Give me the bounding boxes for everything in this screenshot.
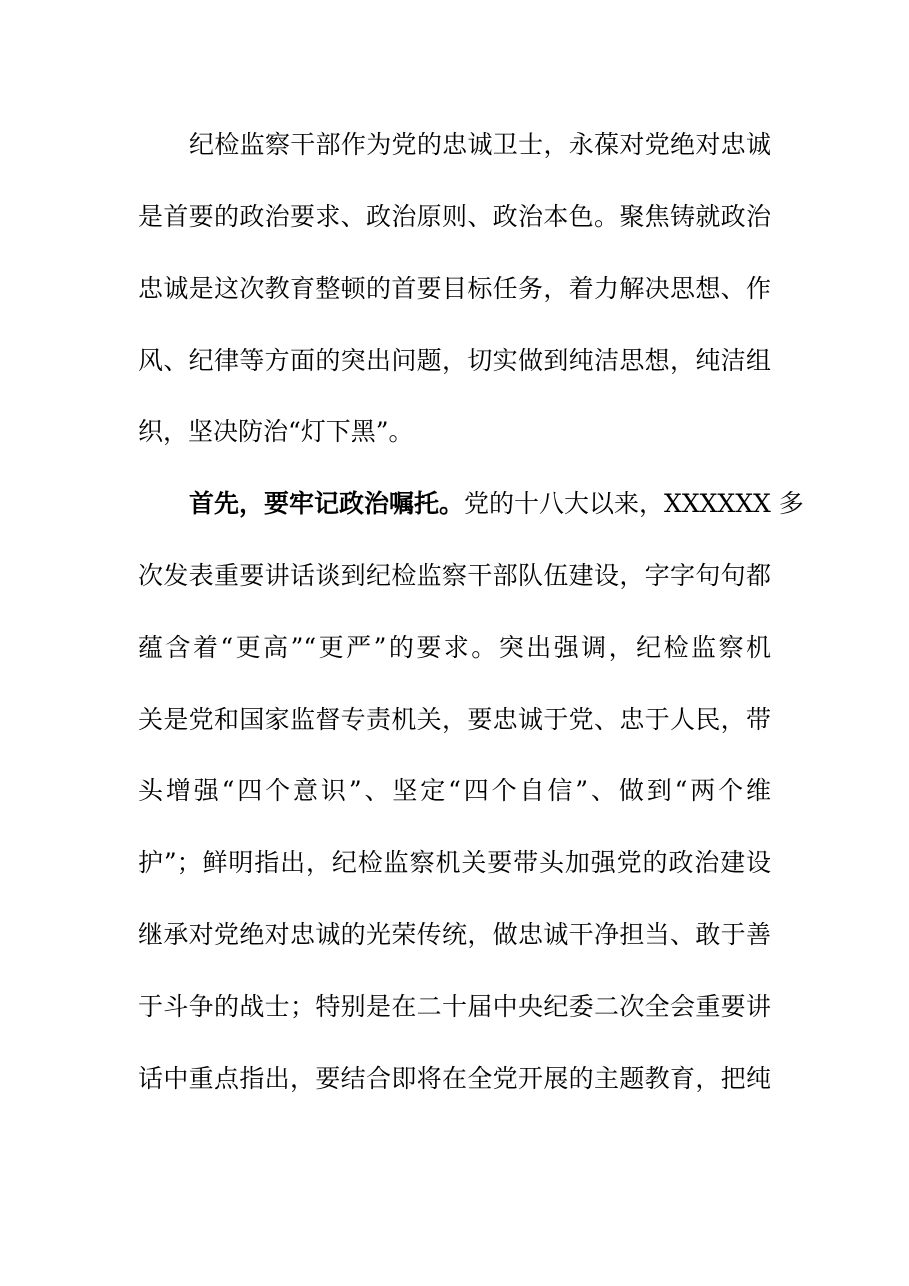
paragraph-1-line-4 (138, 343, 771, 379)
paragraph-2-text: 次发表重要讲话谈到纪检监察干部队伍建设，字字句句都 (138, 561, 771, 590)
paragraph-2-text: 继承对党绝对忠诚的光荣传统，做忠诚干净担当、敢于善 (138, 920, 771, 949)
paragraph-2-text: 头增强“四个意识”、坚定“四个自信”、做到“两个维 (138, 776, 771, 805)
paragraph-1-text: 是首要的政治要求、政治原则、政治本色。聚焦铸就政治 (138, 202, 771, 231)
paragraph-2-line-6 (138, 845, 771, 881)
paragraph-2-line-8 (138, 989, 771, 1025)
paragraph-2-text: 党的十八大以来，XXXXXX 多 (464, 489, 804, 518)
paragraph-1-text: 忠诚是这次教育整顿的首要目标任务，着力解决思想、作 (138, 274, 771, 303)
paragraph-2-line-2 (138, 558, 771, 594)
paragraph-1-line-5 (138, 414, 771, 450)
paragraph-1-line-3 (138, 271, 771, 307)
paragraph-2-heading: 首先，要牢记政治嘱托。 (189, 489, 465, 518)
paragraph-2-line-9 (138, 1061, 771, 1097)
paragraph-1-line-1 (138, 127, 771, 163)
paragraph-2-line-3 (138, 630, 771, 666)
paragraph-2-text: 关是党和国家监督专责机关，要忠诚于党、忠于人民，带 (138, 705, 771, 734)
paragraph-2-line-4 (138, 702, 771, 738)
paragraph-1-text: 风、纪律等方面的突出问题，切实做到纯洁思想，纯洁组 (138, 346, 771, 375)
paragraph-1-text: 织，坚决防治“灯下黑”。 (138, 417, 414, 446)
paragraph-2-text: 蕴含着“更高”“更严”的要求。突出强调，纪检监察机 (138, 633, 771, 662)
paragraph-1-line-2 (138, 199, 771, 235)
paragraph-2-line-7 (138, 917, 771, 953)
paragraph-2-line-5 (138, 773, 771, 809)
paragraph-2-text: 话中重点指出，要结合即将在全党开展的主题教育，把纯 (138, 1064, 771, 1093)
paragraph-1-text: 纪检监察干部作为党的忠诚卫士，永葆对党绝对忠诚 (189, 130, 771, 159)
paragraph-2-text: 护”；鲜明指出，纪检监察机关要带头加强党的政治建设 (138, 848, 771, 877)
paragraph-2-line-1 (138, 486, 804, 522)
paragraph-2-text: 于斗争的战士；特别是在二十届中央纪委二次全会重要讲 (138, 992, 771, 1021)
